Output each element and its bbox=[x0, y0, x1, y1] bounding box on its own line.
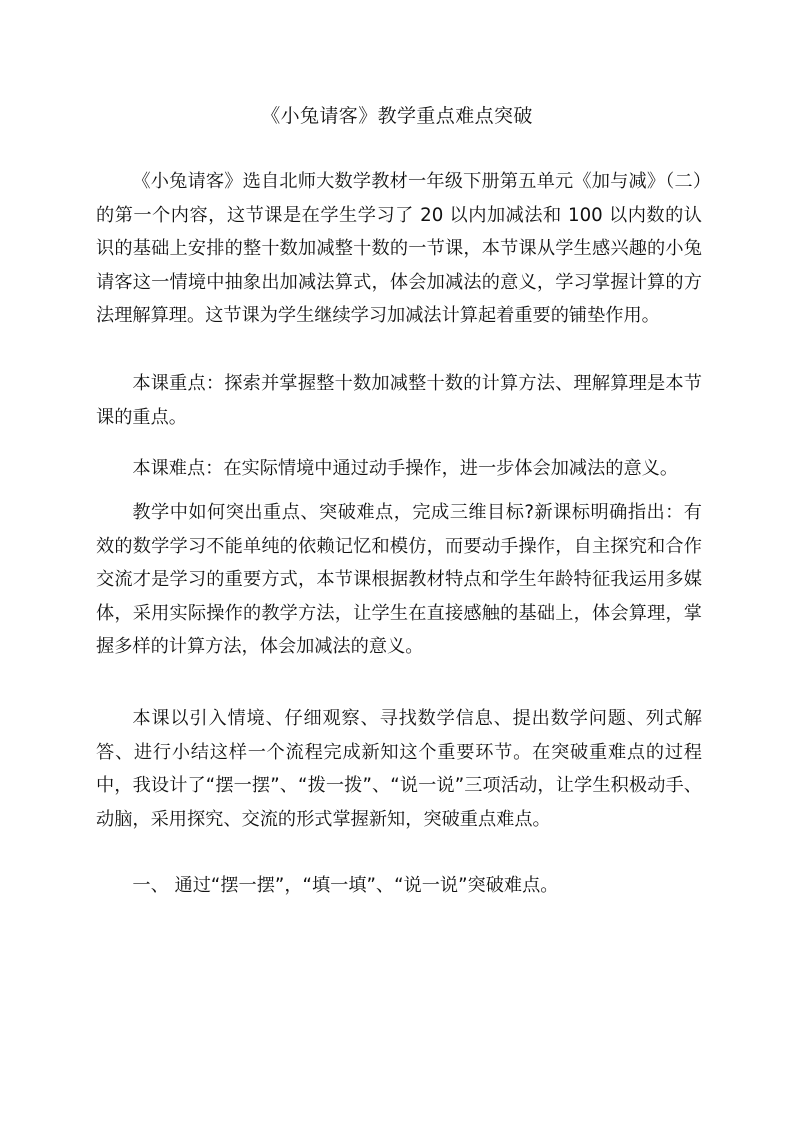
paragraph-teaching-method: 教学中如何突出重点、突破难点，完成三维目标?新课标明确指出：有效的数学学习不能单纯的依赖记忆和模仿，而要动手操作，自主探究和合作交流才是学习的重要方式，本节课根据教材特点和学生年龄特征我运用多媒体，采用实际操作的教学方法，让学生在直接感触的基础上，体会算理，掌握多样的计算方法，体会加减法的意义。 bbox=[96, 502, 702, 657]
paragraph-difficult-point: 本课难点：在实际情境中通过动手操作，进一步体会加减法的意义。 bbox=[132, 458, 679, 479]
paragraph-key-point: 本课重点：探索并掌握整十数加减整十数的计算方法、理解算理是本节课的重点。 bbox=[96, 373, 702, 428]
paragraph-lesson-process: 本课以引入情境、仔细观察、寻找数学信息、提出数学问题、列式解答、进行小结这样一个流程完成新知这个重要环节。在突破重难点的过程中，我设计了“摆一摆”、“拨一拨”、“说一说”三项活动，让学生积极动手、动脑，采用探究、交流的形式掌握新知，突破重点难点。 bbox=[96, 708, 702, 830]
paragraph-introduction: 《小兔请客》选自北师大数学教材一年级下册第五单元《加与减》（二）的第一个内容，这节课是在学生学习了 20 以内加减法和 100 以内数的认识的基础上安排的整十数加减整十数的一节课，本节课从学生感兴趣的小兔请客这一情境中抽象出加减法算式，体会加减法的意义，学习掌握计算的方法理解算理。这节课为学生继续学习加减法计算起着重要的铺垫作用。 bbox=[96, 171, 702, 326]
section-heading-one: 一、 通过“摆一摆”，“填一填”、“说一说”突破难点。 bbox=[132, 875, 559, 896]
document-title: 《小兔请客》教学重点难点突破 bbox=[261, 105, 533, 127]
